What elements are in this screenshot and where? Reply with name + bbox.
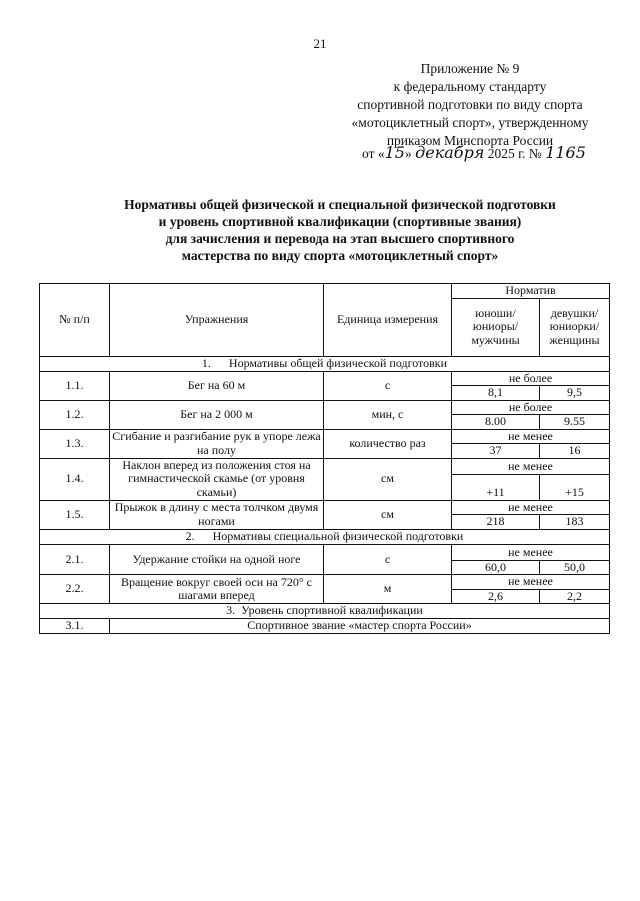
value-boys: 8,1 (452, 386, 540, 401)
value-girls: +15 (540, 474, 610, 500)
value-boys: 60,0 (452, 560, 540, 575)
year-text: 2025 г. № (487, 146, 542, 161)
row-num: 1.3. (40, 429, 110, 458)
header-exercise: Упражнения (110, 284, 324, 357)
value-girls: 2,2 (540, 589, 610, 604)
page-number: 21 (313, 36, 327, 51)
row-unit: м (324, 575, 452, 604)
row-num: 1.2. (40, 400, 110, 429)
date-prefix: от « (362, 146, 385, 161)
appendix-line: спортивной подготовки по виду спорта (357, 97, 583, 112)
header-boys: юноши/ юниоры/ мужчины (452, 298, 540, 356)
value-boys: +11 (452, 474, 540, 500)
value-boys: 218 (452, 515, 540, 530)
row-condition: не менее (452, 429, 610, 444)
appendix-line: Приложение № 9 (420, 61, 520, 76)
order-date-line: от «15» декабря 2025 г. № 1165 (362, 143, 586, 162)
title-line: и уровень спортивной квалификации (спортивные звания) (158, 214, 522, 229)
header-unit: Единица измерения (324, 284, 452, 357)
row-exercise: Наклон вперед из положения стоя на гимнастической скамье (от уровня скамьи) (110, 458, 324, 500)
header-girls: девушки/ юниорки/ женщины (540, 298, 610, 356)
row-num: 2.1. (40, 544, 110, 575)
title-line: мастерства по виду спорта «мотоциклетный спорт» (181, 248, 499, 263)
header-row (40, 284, 610, 299)
norms-table (39, 283, 610, 634)
row-unit: количество раз (324, 429, 452, 458)
row-condition: не менее (452, 458, 610, 474)
value-boys: 8.00 (452, 415, 540, 430)
row-condition: не более (452, 400, 610, 415)
value-boys: 37 (452, 444, 540, 459)
table-row (40, 575, 610, 590)
row-exercise: Бег на 60 м (110, 371, 324, 400)
handwritten-day: 15 (384, 143, 405, 162)
table-row (40, 544, 610, 560)
row-unit: см (324, 458, 452, 500)
handwritten-month: декабря (415, 143, 485, 162)
row-exercise: Сгибание и разгибание рук в упоре лежа на полу (110, 429, 324, 458)
row-condition: не менее (452, 544, 610, 560)
section-title: 3. Уровень спортивной квалификации (40, 604, 610, 619)
row-exercise: Прыжок в длину с места толчком двумя ногами (110, 500, 324, 529)
section-title: 1. Нормативы общей физической подготовки (40, 356, 610, 371)
value-girls: 16 (540, 444, 610, 459)
row-num: 3.1. (40, 619, 110, 634)
document-title (60, 196, 620, 264)
row-unit: см (324, 500, 452, 529)
row-condition: не менее (452, 500, 610, 515)
table-row (40, 400, 610, 415)
table-row (40, 500, 610, 515)
section-row (40, 529, 610, 544)
row-exercise: Вращение вокруг своей оси на 720° с шагами вперед (110, 575, 324, 604)
row-num: 1.5. (40, 500, 110, 529)
value-girls: 9,5 (540, 386, 610, 401)
row-condition: не менее (452, 575, 610, 590)
table-row (40, 371, 610, 386)
table-row (40, 458, 610, 474)
row-condition: не более (452, 371, 610, 386)
handwritten-order-number: 1165 (545, 143, 586, 162)
value-girls: 183 (540, 515, 610, 530)
table-row (40, 429, 610, 444)
value-girls: 50,0 (540, 560, 610, 575)
row-qualification: Спортивное звание «мастер спорта России» (110, 619, 610, 634)
row-exercise: Бег на 2 000 м (110, 400, 324, 429)
value-girls: 9.55 (540, 415, 610, 430)
row-num: 2.2. (40, 575, 110, 604)
row-exercise: Удержание стойки на одной ноге (110, 544, 324, 575)
header-norm: Норматив (452, 284, 610, 299)
header-num: № п/п (40, 284, 110, 357)
title-line: Нормативы общей физической и специальной физической подготовки (124, 197, 556, 212)
appendix-line: приказом Минспорта России (386, 133, 554, 148)
row-unit: с (324, 371, 452, 400)
section-title: 2. Нормативы специальной физической подготовки (40, 529, 610, 544)
table-row (40, 619, 610, 634)
appendix-line: «мотоциклетный спорт», утвержденному (351, 115, 589, 130)
value-boys: 2,6 (452, 589, 540, 604)
section-row (40, 604, 610, 619)
appendix-block (330, 60, 610, 150)
row-unit: с (324, 544, 452, 575)
section-row (40, 356, 610, 371)
title-line: для зачисления и перевода на этап высшего спортивного (165, 231, 515, 246)
row-num: 1.1. (40, 371, 110, 400)
row-unit: мин, с (324, 400, 452, 429)
appendix-line: к федеральному стандарту (393, 79, 547, 94)
row-num: 1.4. (40, 458, 110, 500)
